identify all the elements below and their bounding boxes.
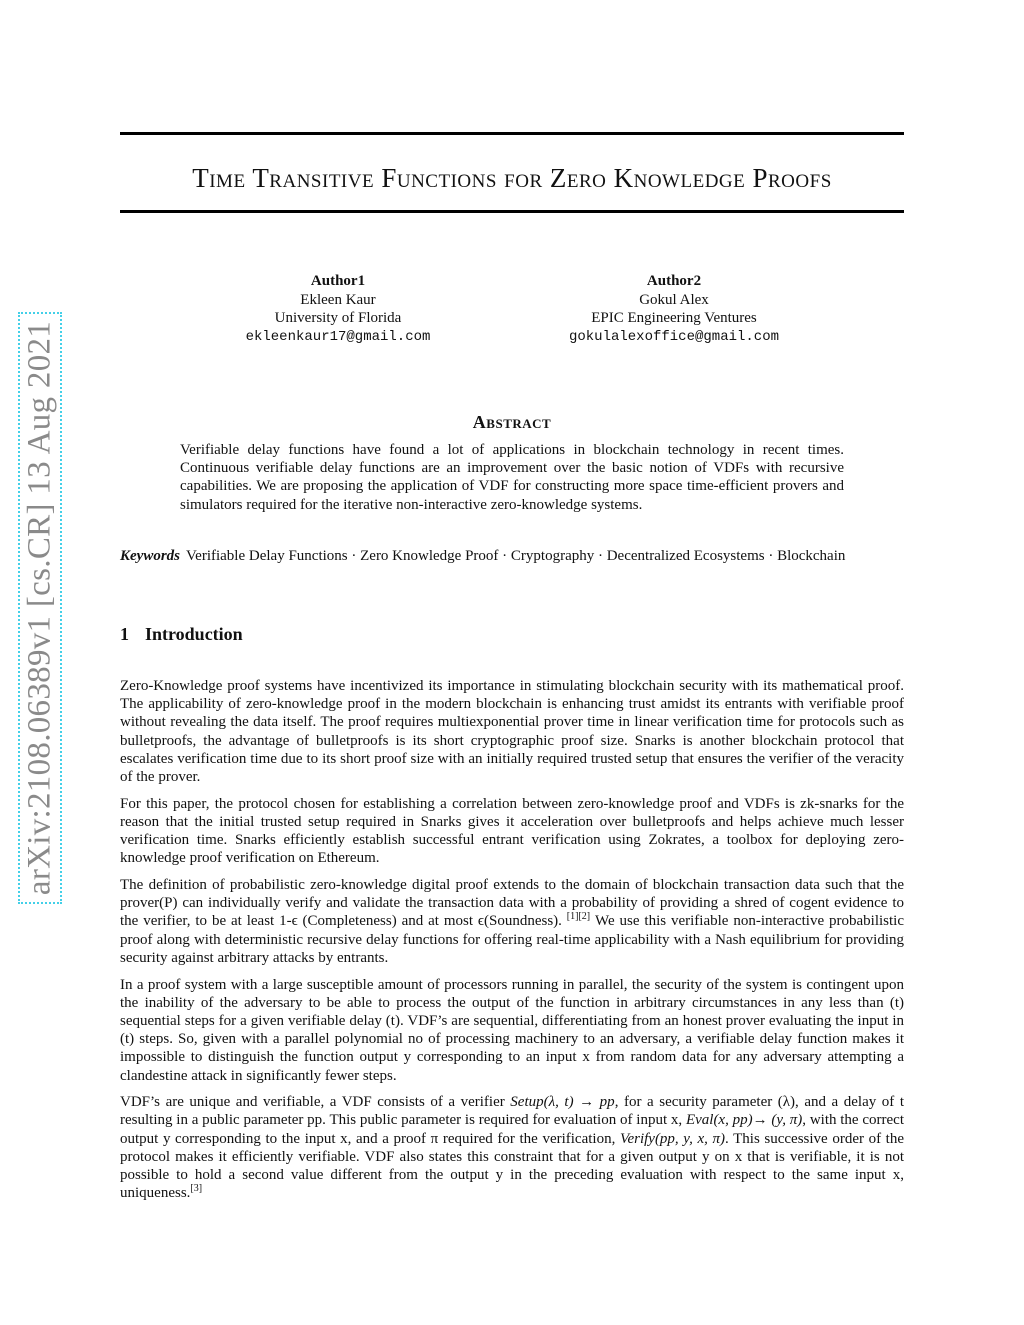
author-2-affiliation: EPIC Engineering Ventures (591, 310, 757, 326)
math-verify: Verify(pp, y, x, π) (619, 1130, 726, 1147)
section-number: 1 (120, 624, 129, 644)
paragraph-5-text-a: VDF’s are unique and verifiable, a VDF consists of a verifier (120, 1094, 505, 1111)
title-rule-bottom (120, 210, 904, 213)
author-1-email[interactable]: ekleenkaur17@gmail.com (245, 328, 431, 345)
author-block-2 (524, 272, 824, 346)
keywords (120, 547, 904, 565)
author-2-name: Gokul Alex (639, 291, 709, 308)
paragraph-5-text-c: , with the correct output y corresponding to the input x, and a proof π required for the verification, (120, 1112, 905, 1147)
author-1-affiliation: University of Florida (274, 310, 402, 326)
paragraph-1: Zero-Knowledge proof systems have incentivized its importance in stimulating blockchain security with its mathematical proof. The applicability of zero-knowledge proof in the modern blockchain is enhancing trust amidst its entrants with verifiable proof without revealing the data itself. The proof requires multiexponential prover time in linear verification time for protocols such as bulletproofs, the advantage of bulletproofs is its short cryptographic proof size. Snarks is another blockchain protocol that escalates verification time due to its short proof size with an initially required trusted setup that ensures the verifier of the veracity of the prover. (120, 678, 904, 786)
paragraph-3-text-a: The definition of probabilistic zero-knowledge digital proof extends to the domain of blockchain transaction data such that the prover(P) can individually verify and validate the transaction data with a probability of providing a shred of cogent evidence to the verifier, to be at least 1-ϵ (Completeness) and at most ϵ(Soundness). (120, 877, 904, 930)
section-heading-introduction (120, 624, 243, 645)
paragraph-5-text-b: , for a security parameter (λ), and a delay of t resulting in a public parameter pp. This public parameter is required for evaluation of input x, (120, 1094, 905, 1129)
arxiv-watermark (18, 312, 62, 904)
paper-title: Time Transitive Functions for Zero Knowledge Proofs (192, 163, 832, 193)
citation-1-2[interactable]: [1][2] (566, 911, 591, 923)
paragraph-2: For this paper, the protocol chosen for establishing a correlation between zero-knowledge proof and VDFs is zk-snarks for the reason that the initial trusted setup required in Snarks gives it acceleration over bulletproofs and helps achieve much lesser verification time. Snarks efficiently establish successful entrant verification using Zokrates, a toolbox for deploying zero-knowledge proof verification on Ethereum. (120, 795, 904, 867)
author-1-role: Author1 (310, 273, 366, 289)
paragraph-3-text-b: We use this verifiable non-interactive probabilistic proof along with deterministic recursive delay functions for offering real-time applicability with a Nash equilibrium for providing security against arbitrary attacks by entrants. (120, 913, 904, 966)
paragraph-4: In a proof system with a large susceptible amount of processors running in parallel, the security of the system is contingent upon the inability of the adversary to be able to process the output of the function in arbitrary circumstances in any less than (t) sequential steps for a given verifiable delay (t). VDF’s are sequential, differentiating from an honest prover evaluating the input in (t) steps. So, given with a parallel polynomial no of processing machinery to an adversary, a verifiable delay function makes it impossible to distinguish the function output y corresponding to an input x from random data for any adversary attempting a clandestine attack in significantly fewer steps. (120, 976, 904, 1084)
author-1-name: Ekleen Kaur (300, 291, 376, 308)
section-title: Introduction (145, 624, 243, 644)
title-rule-top (120, 132, 904, 135)
paragraph-3 (120, 876, 904, 967)
abstract-text: Verifiable delay functions have found a lot of applications in blockchain technology in recent times. Continuous verifiable delay functions are an improvement over the basic notion of VDFs with recursive capabilities. We are proposing the application of VDF for constructing more space time-efficient provers and simulators required for the iterative non-interactive zero-knowledge systems. (180, 442, 844, 513)
citation-3[interactable]: [3] (190, 1183, 203, 1195)
author-block-1 (188, 272, 488, 346)
math-setup: Setup(λ, t) → pp (510, 1094, 615, 1111)
author-2-role: Author2 (646, 273, 702, 289)
paragraph-5 (120, 1093, 904, 1202)
author-2-email[interactable]: gokulalexoffice@gmail.com (568, 328, 780, 345)
keywords-label: Keywords (120, 548, 180, 564)
math-eval: Eval(x, pp)→ (y, π) (685, 1112, 803, 1129)
introduction-body (120, 677, 904, 1211)
keywords-text: Verifiable Delay Functions · Zero Knowledge Proof · Cryptography · Decentralized Ecosystems · Blockchain (186, 548, 846, 564)
abstract-heading: Abstract (472, 412, 552, 432)
arxiv-watermark-text: arXiv:2108.06389v1 [cs.CR] 13 Aug 2021 (21, 320, 58, 896)
paragraph-5-text-d: . This successive order of the protocol makes it efficiently verifiable. VDF also states this constraint that for a given output y on x that is verifiable, it is not possible to hold a second value different from the output y in the preceding evaluation with respect to the same input x, uniqueness. (120, 1130, 905, 1202)
